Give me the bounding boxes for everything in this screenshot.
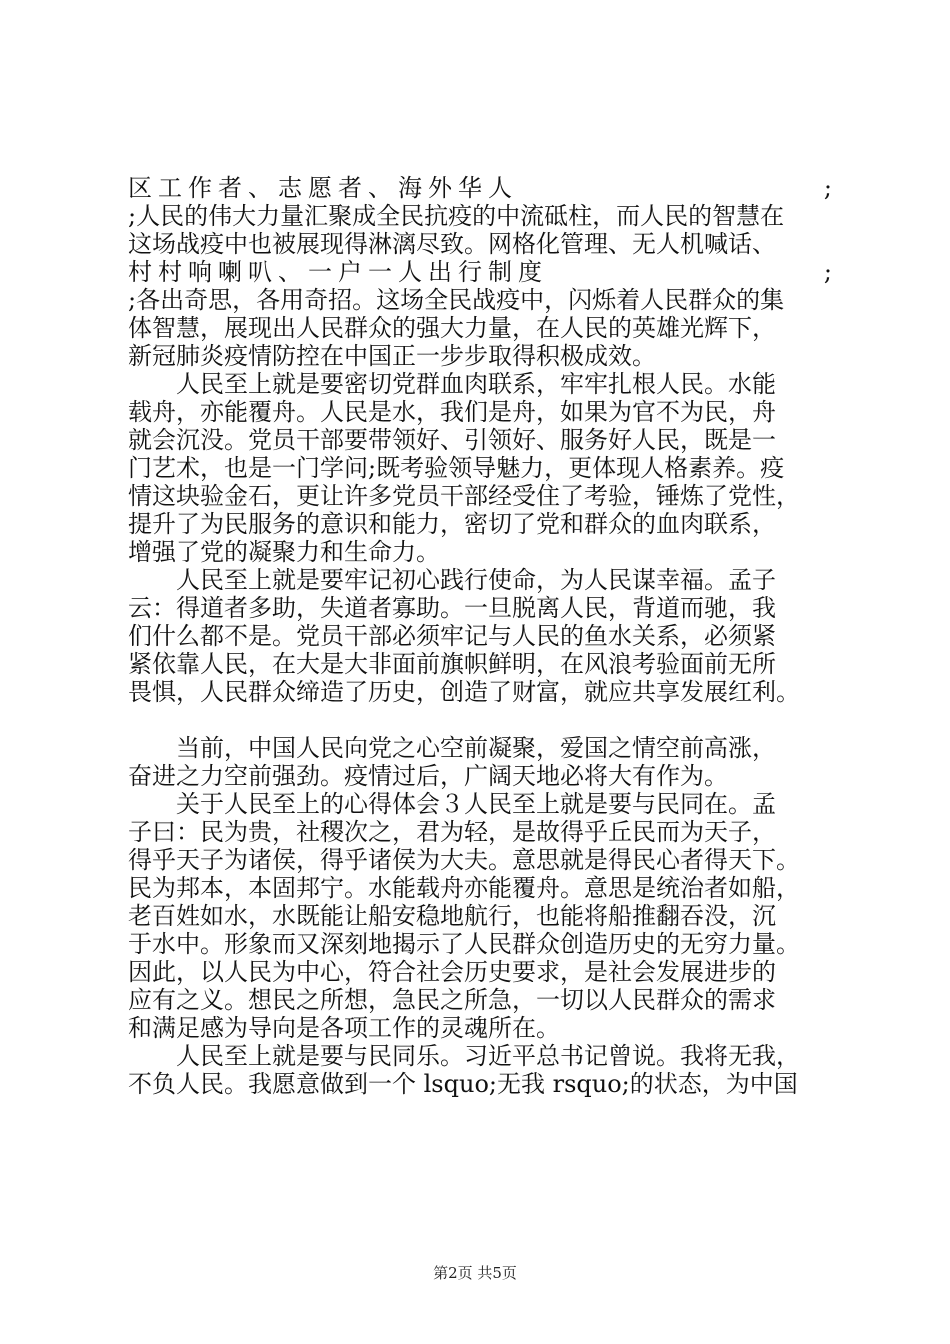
blank-line xyxy=(128,706,832,734)
text-line: 关于人民至上的心得体会３人民至上就是要与民同在。孟 xyxy=(128,790,776,818)
text-line: 人民至上就是要密切党群血肉联系，牢牢扎根人民。水能 xyxy=(128,370,776,398)
text-line: 情这块验金石，更让许多党员干部经受住了考验，锤炼了党性， xyxy=(128,482,800,510)
text-line: 子曰：民为贵，社稷次之，君为轻，是故得乎丘民而为天子， xyxy=(128,818,776,846)
text-line: 门艺术，也是一门学问;既考验领导魅力，更体现人格素养。疫 xyxy=(128,454,785,482)
text-line: ;人民的伟大力量汇聚成全民抗疫的中流砥柱，而人民的智慧在 xyxy=(128,202,785,230)
text-line: 民为邦本，本固邦宁。水能载舟亦能覆舟。意思是统治者如船， xyxy=(128,874,800,902)
text-line: 就会沉没。党员干部要带领好、引领好、服务好人民，既是一 xyxy=(128,426,776,454)
text-line: 奋进之力空前强劲。疫情过后，广阔天地必将大有作为。 xyxy=(128,762,728,790)
text-line: 畏惧，人民群众缔造了历史，创造了财富，就应共享发展红利。 xyxy=(128,678,800,706)
text-line: 老百姓如水，水既能让船安稳地航行，也能将船推翻吞没，沉 xyxy=(128,902,776,930)
text-line: 当前，中国人民向党之心空前凝聚，爱国之情空前高涨， xyxy=(128,734,776,762)
text-line: 因此，以人民为中心，符合社会历史要求，是社会发展进步的 xyxy=(128,958,776,986)
text-line-right: ; xyxy=(823,174,832,202)
text-line: 这场战疫中也被展现得淋漓尽致。网格化管理、无人机喊话、 xyxy=(128,230,776,258)
text-line: 载舟，亦能覆舟。人民是水，我们是舟，如果为官不为民，舟 xyxy=(128,398,776,426)
text-line: 云：得道者多助，失道者寡助。一旦脱离人民，背道而驰，我 xyxy=(128,594,776,622)
text-line: 新冠肺炎疫情防控在中国正一步步取得积极成效。 xyxy=(128,342,656,370)
text-line: ;各出奇思，各用奇招。这场全民战疫中，闪烁着人民群众的集 xyxy=(128,286,785,314)
text-line: 应有之义。想民之所想，急民之所急，一切以人民群众的需求 xyxy=(128,986,776,1014)
text-line xyxy=(128,258,832,286)
text-line: 紧依靠人民，在大是大非面前旗帜鲜明，在风浪考验面前无所 xyxy=(128,650,776,678)
text-line: 于水中。形象而又深刻地揭示了人民群众创造历史的无穷力量。 xyxy=(128,930,800,958)
text-line-left: 区工作者、志愿者、海外华人 xyxy=(128,174,518,202)
text-line: 增强了党的凝聚力和生命力。 xyxy=(128,538,440,566)
text-line: 不负人民。我愿意做到一个 lsquo;无我 rsquo;的状态，为中国 xyxy=(128,1070,798,1098)
text-line: 人民至上就是要牢记初心践行使命，为人民谋幸福。孟子 xyxy=(128,566,776,594)
text-line: 提升了为民服务的意识和能力，密切了党和群众的血肉联系， xyxy=(128,510,776,538)
text-line: 得乎天子为诸侯，得乎诸侯为大夫。意思就是得民心者得天下。 xyxy=(128,846,800,874)
text-line: 体智慧，展现出人民群众的强大力量，在人民的英雄光辉下， xyxy=(128,314,776,342)
text-line-right: ; xyxy=(823,258,832,286)
text-line: 人民至上就是要与民同乐。习近平总书记曾说。我将无我， xyxy=(128,1042,800,1070)
text-line: 们什么都不是。党员干部必须牢记与人民的鱼水关系，必须紧 xyxy=(128,622,776,650)
text-line: 和满足感为导向是各项工作的灵魂所在。 xyxy=(128,1014,560,1042)
text-line xyxy=(128,174,832,202)
text-line-left: 村村响喇叭、一户一人出行制度 xyxy=(128,258,548,286)
document-body xyxy=(128,174,832,1098)
page-footer: 第2页 共5页 xyxy=(433,1264,517,1282)
